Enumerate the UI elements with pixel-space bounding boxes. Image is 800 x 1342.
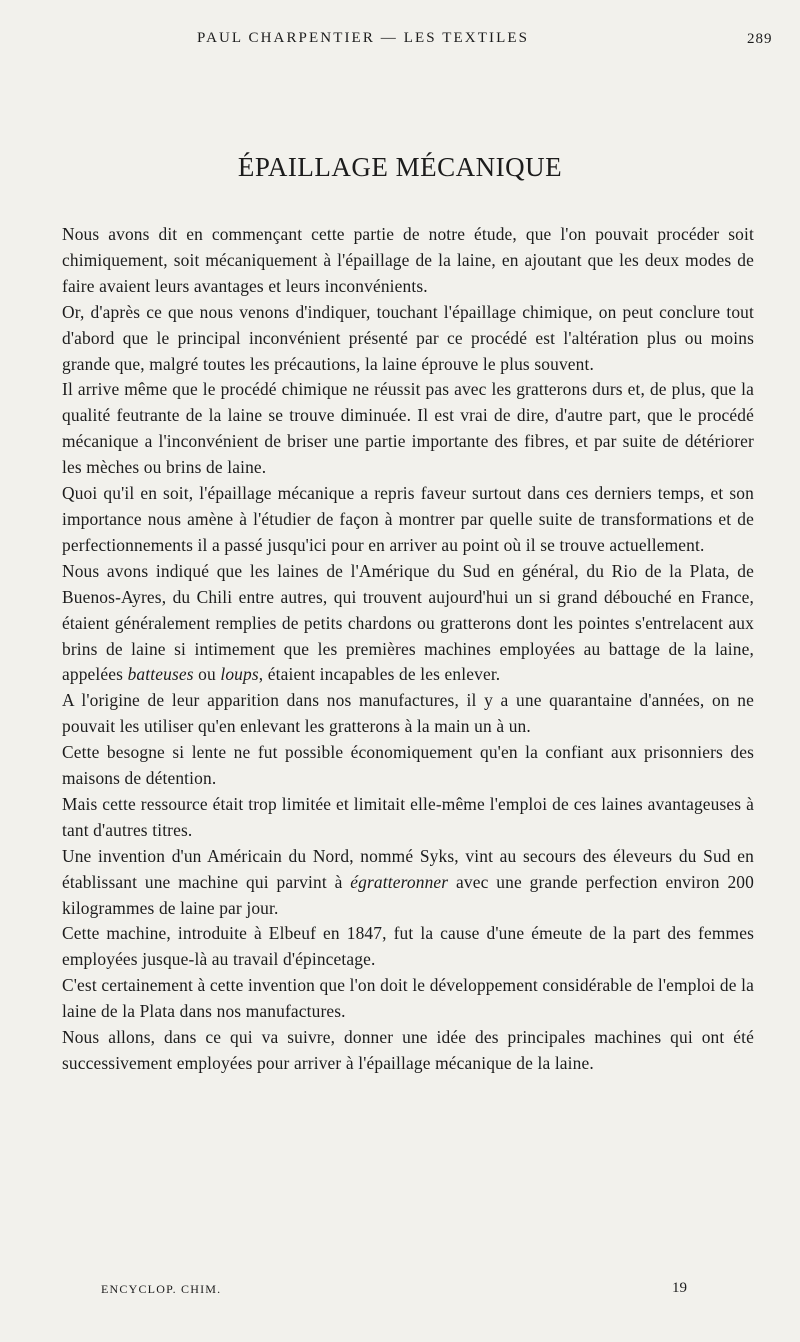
paragraph-text: A l'origine de leur apparition dans nos manufactures, il y a une quarantaine d'années, on ne pouvait les utiliser qu'en enlevant les gratterons à la main un à un. [62, 690, 754, 737]
paragraph-text: Nous avons dit en commençant cette partie de notre étude, que l'on pouvait procéder soit chimiquement, soit mécaniquement à l'épaillage de la laine, en ajoutant que les deux modes de faire avaient leurs avantages et leurs inconvénients. [62, 224, 754, 296]
paragraph-text: Nous allons, dans ce qui va suivre, donner une idée des principales machines qui ont été successivement employées pour arriver à l'épaillage mécanique de la laine. [62, 1027, 754, 1073]
italic-term: loups [220, 664, 259, 685]
paragraph [62, 1025, 754, 1077]
paragraph [62, 740, 754, 792]
paragraph [62, 921, 754, 973]
paragraph [62, 844, 754, 922]
paragraph [62, 300, 754, 378]
page-number: 289 [747, 31, 773, 47]
paragraph-text: avec une grande perfection environ 200 kilogrammes de laine par jour. [62, 871, 754, 918]
paragraph [62, 688, 754, 740]
running-header [0, 30, 800, 54]
section-title: ÉPAILLAGE MÉCANIQUE [237, 152, 563, 182]
paragraph-text: C'est certainement à cette invention que l'on doit le développement considérable de l'emploi de la laine de la Plata dans nos manufactures. [62, 975, 754, 1022]
paragraph [62, 973, 754, 1025]
paragraph-text: ou [193, 664, 221, 685]
paragraph-text: Or, d'après ce que nous venons d'indiquer, touchant l'épaillage chimique, on peut conclure tout d'abord que le principal inconvénient présenté par ce procédé est l'altération plus ou moins grande que, malgré toutes les précautions, la laine éprouve le plus souvent. [62, 301, 754, 374]
paragraph-text: Mais cette ressource était trop limitée et limitait elle-même l'emploi de ces laines avantageuses à tant d'autres titres. [62, 793, 754, 840]
paragraph-text: Cette besogne si lente ne fut possible économiquement qu'en la confiant aux prisonniers des maisons de détention. [62, 742, 754, 789]
italic-term: batteuses [127, 664, 194, 685]
paragraph [62, 481, 754, 559]
body-text [62, 222, 754, 1077]
paragraph [62, 792, 754, 844]
running-title: PAUL CHARPENTIER — LES TEXTILES [197, 30, 530, 46]
page-footer [0, 1282, 800, 1304]
paragraph [62, 559, 754, 689]
paragraph-text: Cette machine, introduite à Elbeuf en 1847, fut la cause d'une émeute de la part des femmes employées jusque-là au travail d'épincetage. [62, 923, 754, 970]
paragraph-text: Il arrive même que le procédé chimique ne réussit pas avec les gratterons durs et, de plus, que la qualité feutrante de la laine se trouve diminuée. Il est vrai de dire, d'autre part, que le procédé mécanique a l'inconvénient de briser une partie importante des fibres, et par suite de détériorer les mèches ou brins de laine. [62, 379, 754, 478]
paragraph-text: Une invention d'un Américain du Nord, nommé Syks, vint au secours des éleveurs du Sud en établissant une machine qui parvint à [62, 845, 754, 892]
paragraph [62, 377, 754, 481]
signature-mark: 19 [672, 1280, 687, 1296]
footer-label: ENCYCLOP. CHIM. [101, 1282, 222, 1296]
paragraph-text: Quoi qu'il en soit, l'épaillage mécanique a repris faveur surtout dans ces derniers temps, et son importance nous amène à l'étudier de façon à montrer par quelle suite de transformations et de perfectionnements il a passé jusqu'ici pour en arriver au point où il se trouve actuellement. [62, 483, 754, 555]
italic-term: égratteronner [350, 871, 449, 892]
paragraph-text: , étaient incapables de les enlever. [258, 664, 501, 685]
paragraph-text: Nous avons indiqué que les laines de l'Amérique du Sud en général, du Rio de la Plata, de Buenos-Ayres, du Chili entre autres, qui trouvent aujourd'hui un si grand débouché en France, étaient généralement remplies de petits chardons ou gratterons dont les pointes s'entrelacent aux brins de laine si intimement que les premières machines employées au battage de la laine, appelées [62, 560, 754, 685]
paragraph [62, 222, 754, 300]
